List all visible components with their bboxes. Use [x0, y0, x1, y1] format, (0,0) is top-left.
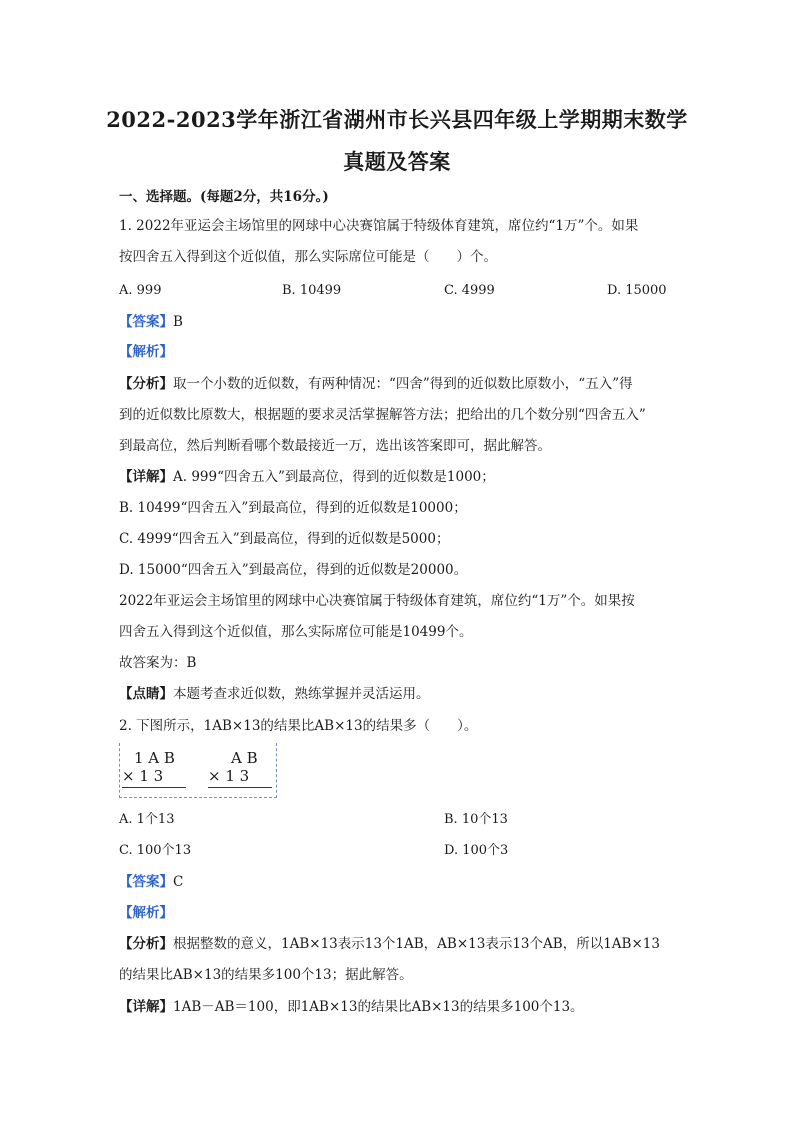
q2-fenxi-line1 [119, 934, 660, 954]
q1-fenxi-line1 [119, 374, 633, 394]
q2-answer-tag: 【答案】 [119, 874, 173, 890]
document-title-line1: 2022-2023学年浙江省湖州市长兴县四年级上学期期末数学 [106, 107, 688, 132]
q1-dianjing-tag: 【点睛】 [119, 686, 173, 702]
q2-right-bottom: × 1 3 [208, 767, 250, 785]
q2-option-c: C. 100个13 [119, 843, 192, 858]
document-title-line2: 真题及答案 [343, 149, 451, 174]
q1-analysis-row [119, 342, 173, 362]
q2-fenxi-tag: 【分析】 [119, 936, 173, 952]
q1-conclusion-line2: 四舍五入得到这个近似值，那么实际席位可能是10499个。 [119, 624, 473, 640]
q1-dianjing-row [119, 684, 430, 704]
q2-multiplication-diagram [119, 743, 277, 798]
q1-detail-d: D. 15000“四舍五入”到最高位，得到的近似数是20000。 [119, 562, 468, 578]
q1-detail-a: A. 999“四舍五入”到最高位，得到的近似数是1000； [173, 469, 495, 485]
q1-conclusion-line1: 2022年亚运会主场馆里的网球中心决赛馆属于特级体育建筑，席位约“1万”个。如果按 [119, 593, 635, 609]
q1-stem-line1: 1. 2022年亚运会主场馆里的网球中心决赛馆属于特级体育建筑，席位约“1万”个。如果 [119, 218, 639, 234]
q1-option-b: B. 10499 [282, 283, 342, 298]
q1-final-answer: 故答案为：B [119, 655, 197, 671]
q1-answer-value: B [173, 314, 183, 330]
q2-left-top: 1 A B [134, 749, 175, 767]
q2-fenxi-line2: 的结果比AB×13的结果多100个13；据此解答。 [119, 967, 413, 983]
q2-stem: 2. 下图所示，1AB×13的结果比AB×13的结果多（ ）。 [119, 718, 478, 734]
q1-analysis-tag: 【解析】 [119, 344, 173, 360]
q1-fenxi-text1: 取一个小数的近似数，有两种情况：“四舍”得到的近似数比原数小，“五入”得 [173, 376, 633, 392]
q2-option-b: B. 10个13 [444, 812, 508, 827]
q1-detail-tag: 【详解】 [119, 469, 173, 485]
q1-answer-tag: 【答案】 [119, 314, 173, 330]
q1-detail-b: B. 10499“四舍五入”到最高位，得到的近似数是10000； [119, 500, 467, 516]
q2-right-rule [208, 787, 272, 788]
q2-answer-row [119, 872, 183, 892]
q2-detail-text: 1AB－AB＝100，即1AB×13的结果比AB×13的结果多100个13。 [173, 999, 584, 1015]
q2-analysis-row [119, 903, 173, 923]
q1-stem-line2: 按四舍五入得到这个近似值，那么实际席位可能是（ ）个。 [119, 249, 497, 265]
q2-detail-tag: 【详解】 [119, 999, 173, 1015]
q1-fenxi-line2: 到的近似数比原数大，根据题的要求灵活掌握解答方法；把给出的几个数分别“四舍五入” [119, 407, 646, 423]
q1-option-d: D. 15000 [607, 283, 667, 298]
q2-right-top: A B [231, 749, 258, 767]
q1-fenxi-line3: 到最高位，然后判断看哪个数最接近一万，选出该答案即可，据此解答。 [119, 438, 551, 454]
q2-analysis-tag: 【解析】 [119, 905, 173, 921]
q1-dianjing-text: 本题考查求近似数，熟练掌握并灵活运用。 [173, 686, 430, 702]
q1-fenxi-tag: 【分析】 [119, 376, 173, 392]
q1-detail-line-a [119, 467, 495, 487]
q2-detail-row [119, 997, 584, 1017]
q2-option-d: D. 100个3 [444, 843, 509, 858]
q2-left-bottom: × 1 3 [122, 767, 164, 785]
q1-answer-row [119, 312, 183, 332]
q1-option-c: C. 4999 [444, 283, 495, 298]
section-heading: 一、选择题。(每题2分，共16分。) [119, 189, 329, 205]
q2-left-rule [122, 787, 186, 788]
q2-fenxi-text1: 根据整数的意义，1AB×13表示13个1AB，AB×13表示13个AB，所以1AB×13 [173, 936, 660, 952]
q1-detail-c: C. 4999“四舍五入”到最高位，得到的近似数是5000； [119, 531, 450, 547]
q2-option-a: A. 1个13 [119, 812, 175, 827]
q1-option-a: A. 999 [119, 283, 162, 298]
q2-answer-value: C [173, 874, 184, 890]
